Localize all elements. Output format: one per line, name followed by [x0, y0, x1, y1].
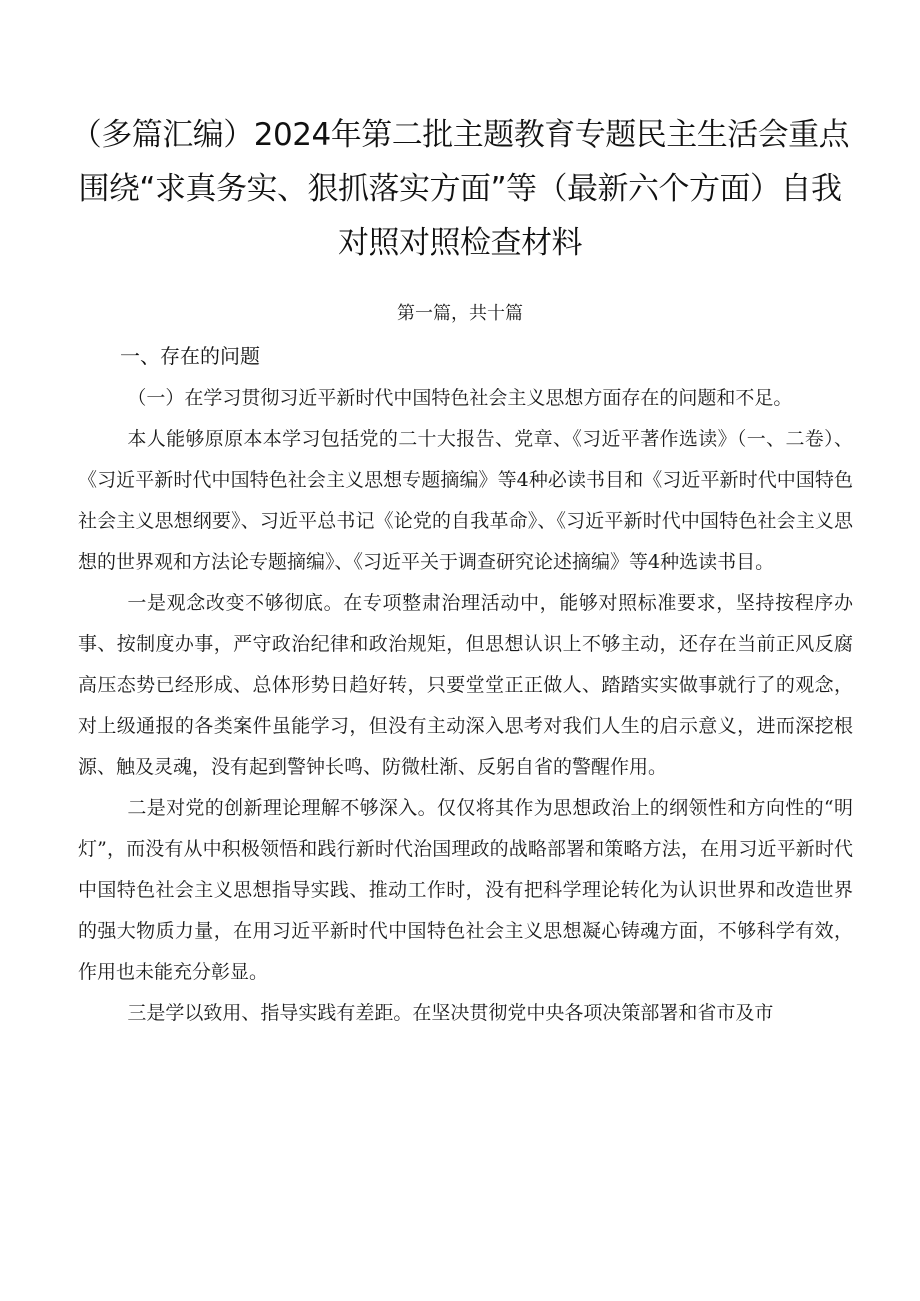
paragraph-point-two: 二是对党的创新理论理解不够深入。仅仅将其作为思想政治上的纲领性和方向性的“明灯”，而没有从中积极领悟和践行新时代治国理政的战略部署和策略方法，在用习近平新时代中国特色社会主义思想指导实践、推动工作时，没有把科学理论转化为认识世界和改造世界的强大物质力量，在用习近平新时代中国特色社会主义思想凝心铸魂方面，不够科学有效，作用也未能充分彰显。: [78, 797, 853, 983]
document-subtitle: 第一篇，共十篇: [397, 303, 523, 324]
paragraph-reading-list: 本人能够原原本本学习包括党的二十大报告、党章、《习近平著作选读》（一、二卷）、《习近平新时代中国特色社会主义思想专题摘编》等4种必读书目和《习近平新时代中国特色社会主义思想纲要》、习近平总书记《论党的自我革命》、《习近平新时代中国特色社会主义思想的世界观和方法论专题摘编》、《习近平关于调查研究论述摘编》等4种选读书目。: [78, 428, 853, 573]
paragraph-intro: （一）在学习贯彻习近平新时代中国特色社会主义思想方面存在的问题和不足。: [127, 387, 793, 409]
paragraph-point-one: 一是观念改变不够彻底。在专项整肃治理活动中，能够对照标准要求，坚持按程序办事、按制度办事，严守政治纪律和政治规矩，但思想认识上不够主动，还存在当前正风反腐高压态势已经形成、总体形势日趋好转，只要堂堂正正做人、踏踏实实做事就行了的观念，对上级通报的各类案件虽能学习，但没有主动深入思考对我们人生的启示意义，进而深挖根源、触及灵魂，没有起到警钟长鸣、防微杜渐、反躬自省的警醒作用。: [78, 592, 853, 778]
document-title: （多篇汇编）2024年第二批主题教育专题民主生活会重点围绕“求真务实、狠抓落实方面”等（最新六个方面）自我对照对照检查材料: [70, 117, 850, 261]
paragraph-point-three: 三是学以致用、指导实践有差距。在坚决贯彻党中央各项决策部署和省市及市: [127, 1002, 774, 1024]
document-body: [78, 378, 853, 1034]
section-heading: 一、存在的问题: [120, 344, 260, 368]
